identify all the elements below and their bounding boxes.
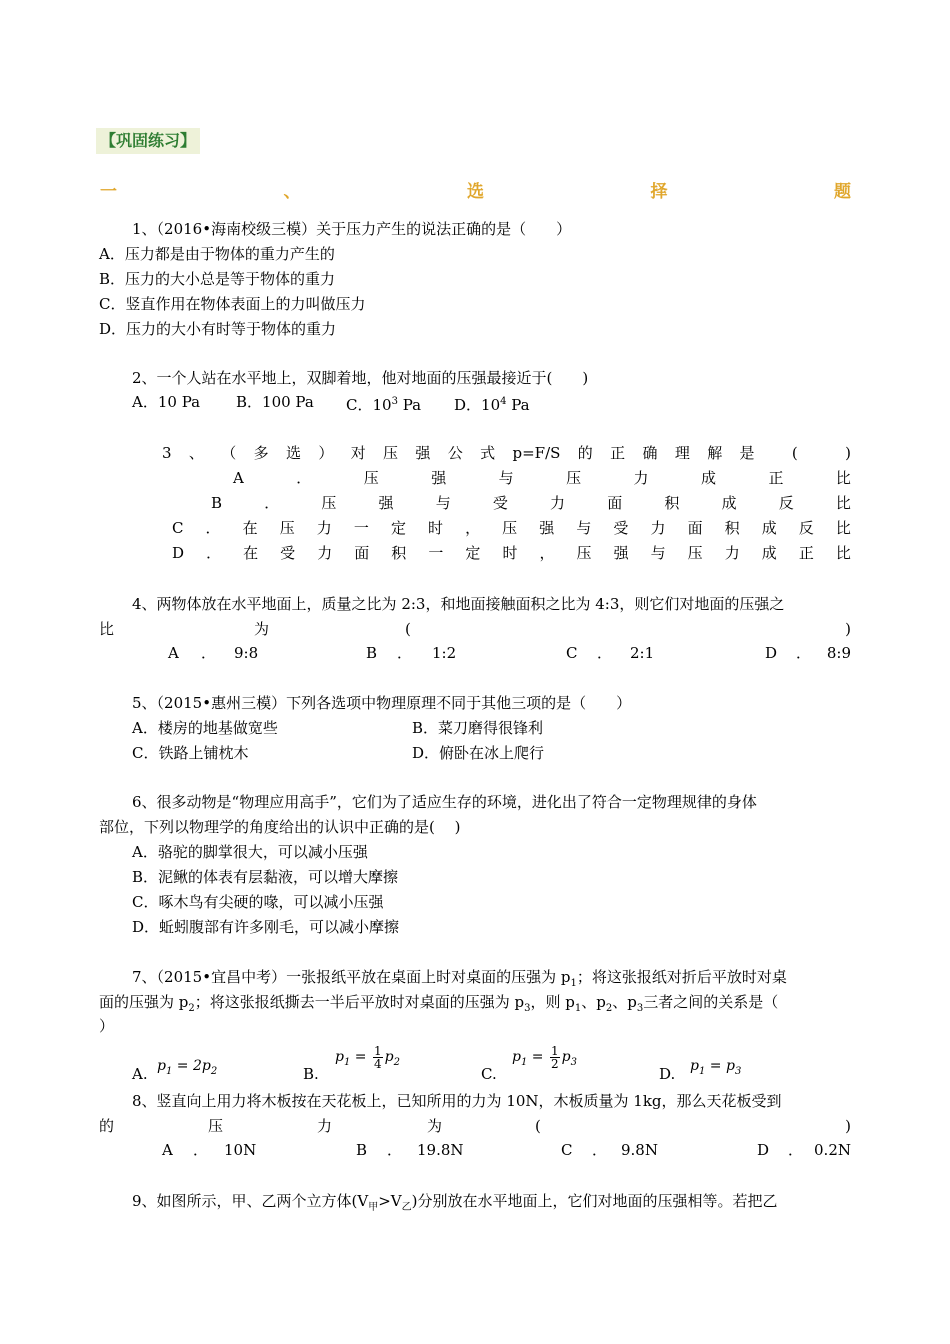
- question-7-option-d-label: D.: [659, 1065, 676, 1083]
- question-5-option-a: A．楼房的地基做宽些: [132, 719, 278, 737]
- question-3-option-a: A ． 压 强 与 压 力 成 正 比: [233, 469, 851, 487]
- question-6-option-d: D．蚯蚓腹部有许多刚毛，可以减小摩擦: [132, 918, 400, 936]
- question-6-option-a: A．骆驼的脚掌很大，可以减小压强: [132, 843, 368, 861]
- question-7-option-b-label: B.: [303, 1065, 319, 1083]
- question-5-option-d: D．俯卧在冰上爬行: [412, 744, 545, 762]
- question-1-stem: 1、（2016•海南校级三模）关于压力产生的说法正确的是（ ）: [132, 220, 572, 238]
- question-7-option-a-label: A.: [132, 1065, 148, 1083]
- question-8-stem: 8、竖直向上用力将木板按在天花板上，已知所用的力为 10N，木板质量为 1kg，那么天花板受到: [132, 1092, 782, 1110]
- question-2-option-d: D．$10^4$ Pa: [454, 396, 530, 414]
- section-title: 一 、 选 择 题: [100, 182, 851, 202]
- question-7-option-c-label: C.: [481, 1065, 497, 1083]
- section-heading: 【巩固练习】: [96, 128, 200, 154]
- question-1-option-b: B．压力的大小总是等于物体的重力: [99, 270, 336, 288]
- question-1-option-a: A．压力都是由于物体的重力产生的: [99, 245, 335, 263]
- question-5-option-b: B．菜刀磨得很锋利: [412, 719, 544, 737]
- question-7-stem-cont: 面的压强为 $p_2$；将这张报纸撕去一半后平放时对桌面的压强为 $p_3$，则 $p_1$、$p_2$、$p_3$三者之间的关系是（: [99, 993, 779, 1014]
- question-7-stem: 7、（2015•宜昌中考）一张报纸平放在桌面上时对桌面的压强为 $p_1$；将这张报纸对折后平放时对桌: [132, 968, 787, 989]
- question-7-option-d-formula: $p_1 = p_3$: [690, 1058, 742, 1077]
- question-6-stem-cont: 部位，下列以物理学的角度给出的认识中正确的是( ): [99, 818, 461, 836]
- question-2-stem: 2、一个人站在水平地上，双脚着地，他对地面的压强最接近于( ): [132, 369, 589, 387]
- question-7-option-a-formula: $p_1 = 2p_2$: [157, 1058, 218, 1077]
- question-6-option-c: C．啄木鸟有尖硬的喙，可以减小压强: [132, 893, 384, 911]
- question-7-stem-end: ）: [99, 1017, 115, 1035]
- question-3-stem: 3 、 （ 多 选 ） 对 压 强 公 式 p=F/S 的 正 确 理 解 是 ( ): [162, 444, 851, 462]
- question-3-option-d: D ． 在 受 力 面 积 一 定 时 ， 压 强 与 压 力 成 正 比: [172, 544, 851, 562]
- question-2-option-a: A．10 Pa: [132, 393, 201, 411]
- question-3-option-c: C ． 在 压 力 一 定 时 ， 压 强 与 受 力 面 积 成 反 比: [172, 519, 851, 537]
- question-2-option-c: C．$10^3$ Pa: [346, 396, 422, 414]
- question-3-option-b: B ． 压 强 与 受 力 面 积 成 反 比: [211, 494, 851, 512]
- question-5-option-c: C．铁路上铺枕木: [132, 744, 249, 762]
- question-6-stem: 6、很多动物是“物理应用高手”，它们为了适应生存的环境，进化出了符合一定物理规律的身体: [132, 793, 757, 811]
- question-4-stem: 4、两物体放在水平地面上，质量之比为 2:3，和地面接触面积之比为 4:3，则它们对地面的压强之: [132, 595, 785, 613]
- question-5-stem: 5、（2015•惠州三模）下列各选项中物理原理不同于其他三项的是（ ）: [132, 694, 632, 712]
- question-1-option-d: D．压力的大小有时等于物体的重力: [99, 320, 337, 338]
- document-page: 【巩固练习】 一 、 选 择 题 1、（2016•海南校级三模）关于压力产生的说法正确的是（ ） A．压力都是由于物体的重力产生的 B．压力的大小总是等于物体的重力 C．竖直作用在物体表面上的力叫做压力 D．压力的大小有时等于物体的重力 2、一个人站在水平地上，双脚着地，他对地面的压强最接近于( ) A．10 Pa B．100 Pa C．$10^3$ Pa D．$10^4$ Pa 3 、 （ 多 选 ） 对 压 强 公 式 p=F/S 的 正 确 理 解 是 ( ) A ． 压 强 与 压 力 成 正 比 B ． 压 强 与 受 力 面 积 成 反 比 C ． 在 压 力 一 定 时 ， 压 强 与 受 力 面 积 成 反 比 D ． 在 受 力 面 积 一 定 时 ， 压 强 与 压 力 成 正 比 4、两物体放在水平地面上，质量之比为 2:3，和地面接触面积之比为 4:3，则它们对地面的压强之 比 为 ( ) A ． 9:8 B ． 1:2 C ． 2:1 D ． 8:9 5、（2015•惠州三模）下列各选项中物理原理不同于其他三项的是（ ） A．楼房的地基做宽些 B．菜刀磨得很锋利 C．铁路上铺枕木 D．俯卧在冰上爬行 6、很多动物是“物理应用高手”，它们为了适应生存的环境，进化出了符合一定物理规律的身体 部位，下列以物理学的角度给出的认识中正确的是( ) A．骆驼的脚掌很大，可以减小压强 B．泥鳅的体表有层黏液，可以增大摩擦 C．啄木鸟有尖硬的喙，可以减小压强 D．蚯蚓腹部有许多刚毛，可以减小摩擦 7、（2015•宜昌中考）一张报纸平放在桌面上时对桌面的压强为 $p_1$；将这张报纸对折后平放时对桌 面的压强为 $p_2$；将这张报纸撕去一半后平放时对桌面的压强为 $p_3$，则 $p_1$、$p_2$、$p_3$三者之间的关系是（ ） A. $p_1 = 2p_2$ B. $p_1$ = $\frac{1}{4}$ $p_2$ C. $p_1$ = $\frac{1}{2}$ $p_3$ D. $p_1 = p_3$ 8、竖直向上用力将木板按在天花板上，已知所用的力为 10N，木板质量为 1kg，那么天花板受到 的 压 力 为 ( ) A ． 10N B ． 19.8N C ． 9.8N D ． 0.2N 9、如图所示，甲、乙两个立方体$(V_甲>V_乙)$分别放在水平地面上，它们对地面的压强相等。若把乙: [0, 0, 950, 1344]
- question-7-option-c-formula: $p_1$ = $\frac{1}{2}$ $p_3$: [512, 1043, 577, 1071]
- question-1-option-c: C．竖直作用在物体表面上的力叫做压力: [99, 295, 366, 313]
- question-2-option-b: B．100 Pa: [236, 393, 314, 411]
- question-9-stem: 9、如图所示，甲、乙两个立方体$(V_甲>V_乙)$分别放在水平地面上，它们对地面的压强相等。若把乙: [132, 1192, 778, 1213]
- question-6-option-b: B．泥鳅的体表有层黏液，可以增大摩擦: [132, 868, 399, 886]
- question-7-option-b-formula: $p_1$ = $\frac{1}{4}$ $p_2$: [335, 1043, 400, 1071]
